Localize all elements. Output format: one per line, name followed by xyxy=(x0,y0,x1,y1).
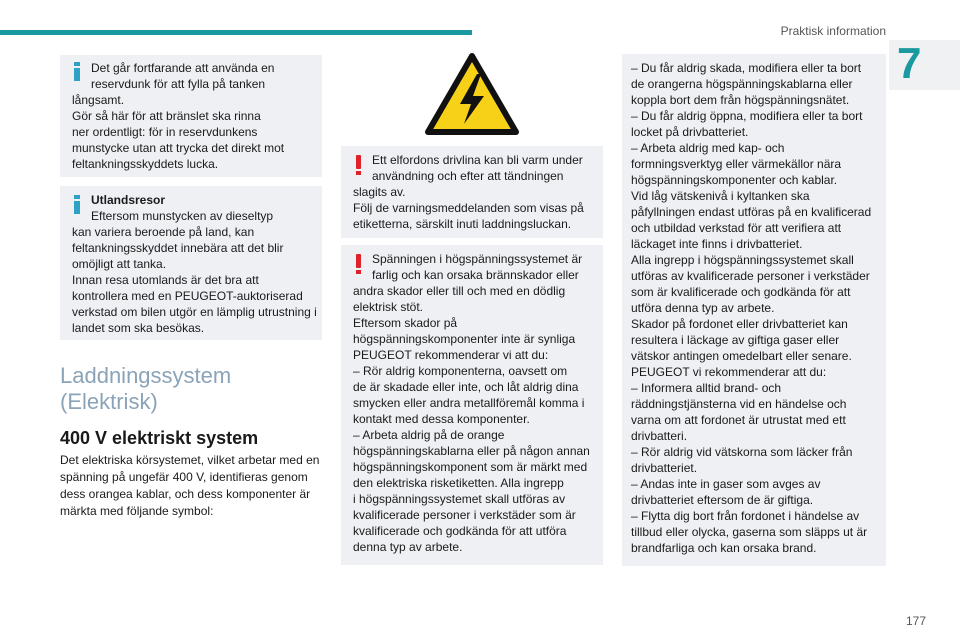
info-box-title: Utlandsresor xyxy=(91,193,166,207)
section-title: Laddningssystem (Elektrisk) xyxy=(60,363,232,414)
high-voltage-symbol xyxy=(424,52,520,138)
warning-box-hot-powertrain xyxy=(341,146,603,238)
warning-box-continued xyxy=(622,54,886,566)
info-box-travel-abroad xyxy=(60,186,322,340)
subsection-title: 400 V elektriskt system xyxy=(60,428,259,448)
header-accent-bar xyxy=(0,30,472,35)
chapter-number: 7 xyxy=(897,39,922,88)
warning-box-text: Spänningen i högspänningssystemet är farlig och kan orsaka brännskador eller andra skador eller till och med en dödlig elektrisk stöt. Eftersom skador på högspänningskomponenter inte är synliga PEUGEOT rekommenderar vi att du: – Rör aldrig komponenterna, oavsett om de är skadade eller inte, och låt aldrig dina smycken eller andra metallföremål komma i kontakt med dessa komponenter. – Arbeta aldrig på de orange högspänningskablarna eller på någon annan högspänningskomponent som är märkt med den elektriska risketiketten. Alla ingrepp i högspänningssystemet skall utföras av kvalificerade personer i verkstäder som är kvalificerade och godkända för att utföra denna typ av arbete. xyxy=(353,252,590,554)
warning-box-text: Ett elfordons drivlina kan bli varm under användning och efter att tändningen slagits av. Följ de varningsmeddelanden som visas på etiketterna, särskilt inuti laddningsluckan. xyxy=(353,153,584,231)
warning-box-text: – Du får aldrig skada, modifiera eller ta bort de orangerna högspänningskablarna eller koppla bort dem från högspänningsnätet. – Du får aldrig öppna, modifiera eller ta bort locket på drivbatteriet. – Arbeta aldrig med kap- och formningsverktyg eller värmekällor nära högspänningskomponenter och kablar. Vid låg vätskenivå i kyltanken ska påfyllningen endast utföras på en kvalificerad och utbildad verkstad för att verifiera att läckaget inte finns i drivbatteriet. Alla ingrepp i högspänningssystemet skall utföras av kvalificerade personer i verkstäder som är kvalificerade och godkända för att utföra denna typ av arbete. Skador på fordonet eller drivbatteriet kan resultera i läckage av giftiga gaser eller vätskor antingen omedelbart eller senare. PEUGEOT vi rekommenderar att du: – Informera alltid brand- och räddningstjänsterna vid en händelse och varna om att fordonet är utrustat med ett drivbatteri. – Rör aldrig vid vätskorna som läcker från drivbatteriet. – Andas inte in gaser som avges av drivbatteriet eftersom de är giftiga. – Flytta dig bort från fordonet i händelse av tillbud eller olycka, gaserna som släpps ut är brandfarliga och kan orsaka brand. xyxy=(631,61,872,555)
info-box-text: Det går fortfarande att använda en reservdunk för att fylla på tanken långsamt. Gör så här för att bränslet ska rinna ner ordentligt: för in reservdunkens munstycke utan att trycka det direkt mot feltankningsskyddets lucka. xyxy=(72,61,285,171)
warning-box-high-voltage xyxy=(341,245,603,565)
info-box-fuel-can xyxy=(60,55,322,177)
page-number: 177 xyxy=(905,614,926,628)
body-paragraph: Det elektriska körsystemet, vilket arbetar med en spänning på ungefär 400 V, identifieras genom dess orangea kablar, och dess komponenter är märkta med följande symbol: xyxy=(60,453,320,518)
info-box-text: Utlandsresor Eftersom munstycken av dieseltyp kan variera beroende på land, kan feltankningsskyddet innebära att det blir omöjligt att tanka. Innan resa utomlands är det bra att kontrollera med en PEUGEOT-auktoriserad verkstad om bilen utgör en lämplig utrustning i landet som ska besökas. xyxy=(72,193,317,335)
section-header: Praktisk information xyxy=(780,24,886,38)
